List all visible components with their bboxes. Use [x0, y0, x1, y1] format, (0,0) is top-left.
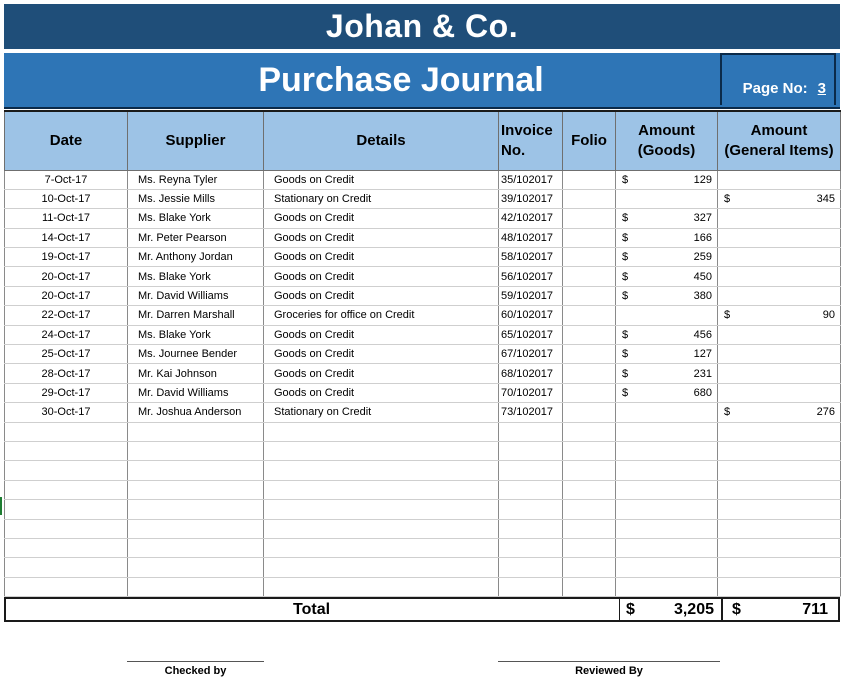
page-title: Purchase Journal	[258, 60, 544, 99]
total-row	[4, 597, 840, 622]
folio-cell[interactable]	[563, 441, 616, 460]
folio-cell[interactable]	[563, 519, 616, 538]
amount-general-cell[interactable]	[718, 189, 841, 208]
amount-general-cell[interactable]	[718, 209, 841, 228]
invoice-cell[interactable]: 56/102017	[499, 267, 563, 286]
amount-value: 129	[693, 173, 712, 186]
amount-value: 327	[693, 212, 712, 225]
journal-title-bar	[4, 53, 840, 109]
supplier-cell[interactable]: Mr. David Williams	[128, 383, 264, 402]
currency-symbol: $	[724, 193, 731, 206]
date-cell[interactable]: 20-Oct-17	[5, 286, 128, 305]
company-name: Johan & Co.	[4, 4, 840, 49]
invoice-cell[interactable]: 70/102017	[499, 383, 563, 402]
invoice-cell[interactable]: 48/102017	[499, 228, 563, 247]
amount-goods-cell[interactable]	[616, 170, 718, 189]
invoice-cell[interactable]: 42/102017	[499, 209, 563, 228]
amount-goods-cell[interactable]	[616, 480, 718, 499]
supplier-cell[interactable]	[128, 538, 264, 557]
supplier-cell[interactable]: Mr. Darren Marshall	[128, 306, 264, 325]
amount-value: 276	[816, 406, 835, 419]
amount-goods-cell[interactable]	[616, 286, 718, 305]
amount-value: 90	[822, 309, 835, 322]
folio-cell[interactable]	[563, 345, 616, 364]
folio-cell[interactable]	[563, 325, 616, 344]
folio-cell[interactable]	[563, 286, 616, 305]
supplier-cell[interactable]	[128, 422, 264, 441]
table-row	[5, 286, 841, 305]
column-header-amount-goods: Amount (Goods)	[616, 111, 718, 170]
amount-goods-cell[interactable]	[616, 422, 718, 441]
amount-goods-cell[interactable]	[616, 500, 718, 519]
currency-symbol: $	[622, 386, 629, 399]
folio-cell[interactable]	[563, 267, 616, 286]
supplier-cell[interactable]: Mr. Peter Pearson	[128, 228, 264, 247]
folio-cell[interactable]	[563, 189, 616, 208]
invoice-cell[interactable]	[499, 441, 563, 460]
amount-general-cell[interactable]	[718, 519, 841, 538]
details-cell[interactable]: Goods on Credit	[264, 286, 499, 305]
amount-general-cell[interactable]	[718, 461, 841, 480]
date-cell[interactable]	[5, 480, 128, 499]
amount-goods-cell[interactable]	[616, 228, 718, 247]
invoice-cell[interactable]	[499, 558, 563, 577]
page-number	[743, 80, 826, 97]
total-divider	[721, 599, 723, 620]
amount-goods-cell[interactable]	[616, 248, 718, 267]
table-row	[5, 403, 841, 422]
date-cell[interactable]: 14-Oct-17	[5, 228, 128, 247]
supplier-cell[interactable]: Ms. Blake York	[128, 267, 264, 286]
selection-marker	[0, 497, 2, 515]
invoice-cell[interactable]: 68/102017	[499, 364, 563, 383]
amount-goods-cell[interactable]	[616, 577, 718, 596]
supplier-cell[interactable]	[128, 558, 264, 577]
journal-rows	[5, 170, 841, 597]
date-cell[interactable]	[5, 461, 128, 480]
table-row	[5, 422, 841, 441]
date-cell[interactable]	[5, 577, 128, 596]
details-cell[interactable]: Goods on Credit	[264, 228, 499, 247]
folio-cell[interactable]	[563, 248, 616, 267]
amount-goods-cell[interactable]	[616, 403, 718, 422]
date-cell[interactable]: 7-Oct-17	[5, 170, 128, 189]
details-cell[interactable]	[264, 422, 499, 441]
header-row	[5, 111, 841, 170]
amount-general-cell[interactable]	[718, 286, 841, 305]
amount-value: 450	[693, 270, 712, 283]
currency-symbol: $	[622, 367, 629, 380]
date-cell[interactable]: 22-Oct-17	[5, 306, 128, 325]
amount-value: 380	[693, 290, 712, 303]
details-cell[interactable]: Goods on Credit	[264, 267, 499, 286]
total-general-currency: $	[732, 601, 741, 618]
amount-value: 166	[693, 231, 712, 244]
amount-value: 259	[693, 251, 712, 264]
currency-symbol: $	[622, 270, 629, 283]
supplier-cell[interactable]	[128, 577, 264, 596]
table-row	[5, 558, 841, 577]
amount-value: 345	[816, 193, 835, 206]
details-cell[interactable]	[264, 500, 499, 519]
details-cell[interactable]: Goods on Credit	[264, 248, 499, 267]
date-cell[interactable]	[5, 422, 128, 441]
amount-goods-cell[interactable]	[616, 519, 718, 538]
amount-goods-cell[interactable]	[616, 267, 718, 286]
total-goods-currency: $	[626, 601, 635, 618]
supplier-cell[interactable]	[128, 480, 264, 499]
table-row	[5, 480, 841, 499]
date-cell[interactable]: 10-Oct-17	[5, 189, 128, 208]
invoice-cell[interactable]: 39/102017	[499, 189, 563, 208]
table-row	[5, 500, 841, 519]
supplier-cell[interactable]: Ms. Reyna Tyler	[128, 170, 264, 189]
details-cell[interactable]	[264, 441, 499, 460]
details-cell[interactable]: Stationary on Credit	[264, 403, 499, 422]
amount-general-cell[interactable]	[718, 248, 841, 267]
supplier-cell[interactable]: Ms. Jessie Mills	[128, 189, 264, 208]
table-row	[5, 189, 841, 208]
currency-symbol: $	[622, 231, 629, 244]
details-cell[interactable]	[264, 538, 499, 557]
date-cell[interactable]	[5, 519, 128, 538]
amount-general-cell[interactable]	[718, 345, 841, 364]
amount-general-cell[interactable]	[718, 480, 841, 499]
amount-goods-cell[interactable]	[616, 189, 718, 208]
details-cell[interactable]: Goods on Credit	[264, 345, 499, 364]
amount-general-cell[interactable]	[718, 441, 841, 460]
details-cell[interactable]: Goods on Credit	[264, 383, 499, 402]
date-cell[interactable]	[5, 558, 128, 577]
supplier-cell[interactable]: Ms. Blake York	[128, 209, 264, 228]
table-row	[5, 267, 841, 286]
details-cell[interactable]: Stationary on Credit	[264, 189, 499, 208]
amount-general-cell[interactable]	[718, 364, 841, 383]
table-row	[5, 345, 841, 364]
currency-symbol: $	[724, 406, 731, 419]
currency-symbol: $	[622, 348, 629, 361]
details-cell[interactable]: Goods on Credit	[264, 364, 499, 383]
supplier-cell[interactable]: Mr. David Williams	[128, 286, 264, 305]
date-cell[interactable]: 30-Oct-17	[5, 403, 128, 422]
folio-cell[interactable]	[563, 383, 616, 402]
amount-general-cell[interactable]	[718, 403, 841, 422]
amount-value: 127	[693, 348, 712, 361]
journal-table	[4, 110, 841, 597]
supplier-cell[interactable]	[128, 500, 264, 519]
table-row	[5, 306, 841, 325]
details-cell[interactable]	[264, 480, 499, 499]
folio-cell[interactable]	[563, 364, 616, 383]
column-header-details: Details	[264, 111, 499, 170]
invoice-cell[interactable]	[499, 422, 563, 441]
date-cell[interactable]	[5, 538, 128, 557]
table-row	[5, 248, 841, 267]
date-cell[interactable]: 20-Oct-17	[5, 267, 128, 286]
table-row	[5, 209, 841, 228]
amount-general-cell[interactable]	[718, 422, 841, 441]
checked-by-signature: Checked by	[127, 661, 264, 681]
amount-goods-cell[interactable]	[616, 461, 718, 480]
total-general-value[interactable]: 711	[802, 601, 828, 618]
amount-general-cell[interactable]	[718, 538, 841, 557]
column-header-supplier: Supplier	[128, 111, 264, 170]
supplier-cell[interactable]: Ms. Blake York	[128, 325, 264, 344]
invoice-cell[interactable]	[499, 461, 563, 480]
invoice-cell[interactable]: 65/102017	[499, 325, 563, 344]
amount-goods-cell[interactable]	[616, 538, 718, 557]
invoice-cell[interactable]: 60/102017	[499, 306, 563, 325]
date-cell[interactable]: 19-Oct-17	[5, 248, 128, 267]
amount-general-cell[interactable]	[718, 325, 841, 344]
table-row	[5, 538, 841, 557]
amount-general-cell[interactable]	[718, 228, 841, 247]
folio-cell[interactable]	[563, 538, 616, 557]
amount-general-cell[interactable]	[718, 306, 841, 325]
table-row	[5, 461, 841, 480]
total-divider	[619, 599, 620, 620]
invoice-cell[interactable]: 35/102017	[499, 170, 563, 189]
total-label: Total	[293, 601, 331, 618]
page-number-box	[720, 53, 836, 105]
table-row	[5, 325, 841, 344]
column-header-amount-general: Amount (General Items)	[718, 111, 841, 170]
details-cell[interactable]: Goods on Credit	[264, 209, 499, 228]
supplier-cell[interactable]: Ms. Journee Bender	[128, 345, 264, 364]
invoice-cell[interactable]	[499, 577, 563, 596]
folio-cell[interactable]	[563, 577, 616, 596]
invoice-cell[interactable]: 67/102017	[499, 345, 563, 364]
column-header-folio: Folio	[563, 111, 616, 170]
details-cell[interactable]	[264, 577, 499, 596]
invoice-cell[interactable]: 59/102017	[499, 286, 563, 305]
folio-cell[interactable]	[563, 170, 616, 189]
currency-symbol: $	[724, 309, 731, 322]
invoice-cell[interactable]	[499, 519, 563, 538]
amount-goods-cell[interactable]	[616, 441, 718, 460]
amount-goods-cell[interactable]	[616, 364, 718, 383]
amount-goods-cell[interactable]	[616, 306, 718, 325]
table-row	[5, 364, 841, 383]
folio-cell[interactable]	[563, 500, 616, 519]
folio-cell[interactable]	[563, 461, 616, 480]
page-number-value[interactable]: 3	[817, 80, 826, 97]
table-row	[5, 577, 841, 596]
date-cell[interactable]: 28-Oct-17	[5, 364, 128, 383]
currency-symbol: $	[622, 251, 629, 264]
invoice-cell[interactable]: 73/102017	[499, 403, 563, 422]
amount-general-cell[interactable]	[718, 500, 841, 519]
column-header-invoice: Invoice No.	[499, 111, 563, 170]
currency-symbol: $	[622, 212, 629, 225]
amount-general-cell[interactable]	[718, 558, 841, 577]
column-header-date: Date	[5, 111, 128, 170]
table-row	[5, 519, 841, 538]
supplier-cell[interactable]: Mr. Kai Johnson	[128, 364, 264, 383]
date-cell[interactable]	[5, 500, 128, 519]
amount-general-cell[interactable]	[718, 577, 841, 596]
details-cell[interactable]	[264, 519, 499, 538]
table-row	[5, 228, 841, 247]
details-cell[interactable]: Groceries for office on Credit	[264, 306, 499, 325]
amount-goods-cell[interactable]	[616, 383, 718, 402]
amount-value: 456	[693, 328, 712, 341]
details-cell[interactable]: Goods on Credit	[264, 325, 499, 344]
folio-cell[interactable]	[563, 306, 616, 325]
date-cell[interactable]: 24-Oct-17	[5, 325, 128, 344]
amount-goods-cell[interactable]	[616, 558, 718, 577]
folio-cell[interactable]	[563, 403, 616, 422]
table-row	[5, 383, 841, 402]
amount-goods-cell[interactable]	[616, 325, 718, 344]
amount-goods-cell[interactable]	[616, 209, 718, 228]
currency-symbol: $	[622, 328, 629, 341]
date-cell[interactable]: 11-Oct-17	[5, 209, 128, 228]
invoice-cell[interactable]: 58/102017	[499, 248, 563, 267]
amount-value: 231	[693, 367, 712, 380]
amount-general-cell[interactable]	[718, 383, 841, 402]
amount-general-cell[interactable]	[718, 267, 841, 286]
table-row	[5, 170, 841, 189]
currency-symbol: $	[622, 290, 629, 303]
folio-cell[interactable]	[563, 480, 616, 499]
supplier-cell[interactable]: Mr. Anthony Jordan	[128, 248, 264, 267]
table-row	[5, 441, 841, 460]
date-cell[interactable]: 25-Oct-17	[5, 345, 128, 364]
total-goods-value[interactable]: 3,205	[673, 601, 714, 618]
page-number-label: Page No:	[742, 80, 808, 97]
reviewed-by-signature: Reviewed By	[498, 661, 720, 681]
amount-value: 680	[693, 386, 712, 399]
details-cell[interactable]	[264, 558, 499, 577]
date-cell[interactable]	[5, 441, 128, 460]
details-cell[interactable]	[264, 461, 499, 480]
folio-cell[interactable]	[563, 558, 616, 577]
supplier-cell[interactable]	[128, 441, 264, 460]
amount-general-cell[interactable]	[718, 170, 841, 189]
invoice-cell[interactable]	[499, 538, 563, 557]
supplier-cell[interactable]: Mr. Joshua Anderson	[128, 403, 264, 422]
folio-cell[interactable]	[563, 422, 616, 441]
currency-symbol: $	[622, 173, 629, 186]
date-cell[interactable]: 29-Oct-17	[5, 383, 128, 402]
supplier-cell[interactable]	[128, 461, 264, 480]
amount-goods-cell[interactable]	[616, 345, 718, 364]
invoice-cell[interactable]	[499, 480, 563, 499]
folio-cell[interactable]	[563, 209, 616, 228]
details-cell[interactable]: Goods on Credit	[264, 170, 499, 189]
folio-cell[interactable]	[563, 228, 616, 247]
invoice-cell[interactable]	[499, 500, 563, 519]
supplier-cell[interactable]	[128, 519, 264, 538]
